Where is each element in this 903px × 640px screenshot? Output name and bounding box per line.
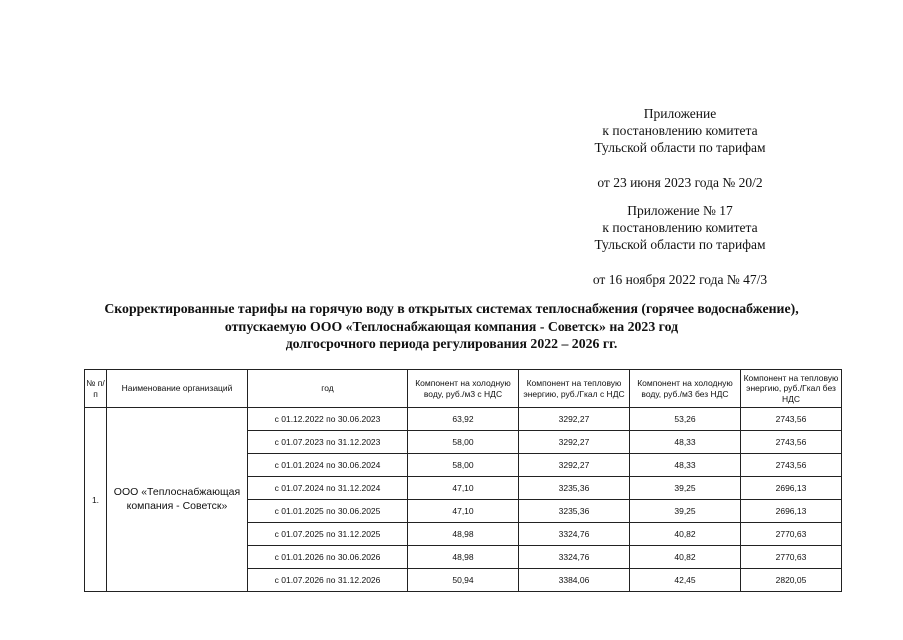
appendix-1-line1: Приложение bbox=[643, 106, 717, 121]
appendix-2-line1: Приложение № 17 bbox=[627, 203, 733, 218]
cold-water-novat-cell: 39,25 bbox=[630, 500, 741, 523]
heat-vat-cell: 3324,76 bbox=[519, 523, 630, 546]
header-num: № п/п bbox=[85, 370, 107, 408]
cold-water-novat-cell: 53,26 bbox=[630, 408, 741, 431]
cold-water-novat-cell: 48,33 bbox=[630, 454, 741, 477]
period-cell: с 01.12.2022 по 30.06.2023 bbox=[248, 408, 408, 431]
header-year: год bbox=[248, 370, 408, 408]
title-line2: отпускаемую ООО «Теплоснабжающая компания - Советск» на 2023 год bbox=[224, 318, 679, 334]
appendix-2-line2: к постановлению комитета bbox=[602, 220, 758, 235]
appendix-2-line3: Тульской области по тарифам bbox=[594, 237, 766, 252]
appendix-2-date: от 16 ноября 2022 года № 47/3 bbox=[592, 272, 768, 287]
heat-novat-cell: 2743,56 bbox=[741, 431, 842, 454]
document-title bbox=[60, 300, 843, 353]
period-cell: с 01.01.2026 по 30.06.2026 bbox=[248, 546, 408, 569]
cold-water-vat-cell: 63,92 bbox=[408, 408, 519, 431]
period-cell: с 01.07.2026 по 31.12.2026 bbox=[248, 569, 408, 592]
tariff-table bbox=[84, 369, 842, 592]
organization-name: ООО «Теплоснабжающая компания - Советск» bbox=[107, 408, 248, 592]
cold-water-novat-cell: 40,82 bbox=[630, 523, 741, 546]
period-cell: с 01.01.2024 по 30.06.2024 bbox=[248, 454, 408, 477]
heat-vat-cell: 3292,27 bbox=[519, 431, 630, 454]
heat-novat-cell: 2820,05 bbox=[741, 569, 842, 592]
period-cell: с 01.07.2023 по 31.12.2023 bbox=[248, 431, 408, 454]
heat-novat-cell: 2770,63 bbox=[741, 546, 842, 569]
header-org: Наименование организаций bbox=[107, 370, 248, 408]
cold-water-vat-cell: 50,94 bbox=[408, 569, 519, 592]
heat-vat-cell: 3324,76 bbox=[519, 546, 630, 569]
heat-vat-cell: 3235,36 bbox=[519, 477, 630, 500]
row-number: 1. bbox=[85, 408, 107, 592]
period-cell: с 01.07.2024 по 31.12.2024 bbox=[248, 477, 408, 500]
period-cell: с 01.01.2025 по 30.06.2025 bbox=[248, 500, 408, 523]
cold-water-vat-cell: 47,10 bbox=[408, 500, 519, 523]
title-line3: долгосрочного периода регулирования 2022 – 2026 гг. bbox=[285, 336, 618, 351]
heat-novat-cell: 2743,56 bbox=[741, 408, 842, 431]
heat-novat-cell: 2743,56 bbox=[741, 454, 842, 477]
title-line1: Скорректированные тарифы на горячую воду в открытых системах теплоснабжения (горячее водоснабжение), bbox=[104, 301, 799, 316]
table-row bbox=[85, 408, 842, 431]
heat-vat-cell: 3292,27 bbox=[519, 454, 630, 477]
cold-water-vat-cell: 48,98 bbox=[408, 546, 519, 569]
header-heat-novat: Компонент на тепловую энергию, руб./Гкал без НДС bbox=[741, 370, 842, 408]
header-cold-water-novat: Компонент на холодную воду, руб./м3 без НДС bbox=[630, 370, 741, 408]
heat-vat-cell: 3235,36 bbox=[519, 500, 630, 523]
cold-water-novat-cell: 48,33 bbox=[630, 431, 741, 454]
cold-water-vat-cell: 58,00 bbox=[408, 431, 519, 454]
cold-water-novat-cell: 42,45 bbox=[630, 569, 741, 592]
cold-water-vat-cell: 48,98 bbox=[408, 523, 519, 546]
heat-vat-cell: 3384,06 bbox=[519, 569, 630, 592]
cold-water-vat-cell: 58,00 bbox=[408, 454, 519, 477]
header-cold-water-vat: Компонент на холодную воду, руб./м3 с НДС bbox=[408, 370, 519, 408]
appendix-header-2 bbox=[520, 202, 840, 288]
cold-water-novat-cell: 39,25 bbox=[630, 477, 741, 500]
period-cell: с 01.07.2025 по 31.12.2025 bbox=[248, 523, 408, 546]
cold-water-vat-cell: 47,10 bbox=[408, 477, 519, 500]
heat-novat-cell: 2770,63 bbox=[741, 523, 842, 546]
appendix-1-line2: к постановлению комитета bbox=[602, 123, 758, 138]
cold-water-novat-cell: 40,82 bbox=[630, 546, 741, 569]
appendix-header-1 bbox=[520, 105, 840, 191]
appendix-1-date: от 23 июня 2023 года № 20/2 bbox=[597, 175, 763, 190]
appendix-1-line3: Тульской области по тарифам bbox=[594, 140, 766, 155]
table-header-row bbox=[85, 370, 842, 408]
header-heat-vat: Компонент на тепловую энергию, руб./Гкал с НДС bbox=[519, 370, 630, 408]
heat-novat-cell: 2696,13 bbox=[741, 500, 842, 523]
heat-novat-cell: 2696,13 bbox=[741, 477, 842, 500]
heat-vat-cell: 3292,27 bbox=[519, 408, 630, 431]
